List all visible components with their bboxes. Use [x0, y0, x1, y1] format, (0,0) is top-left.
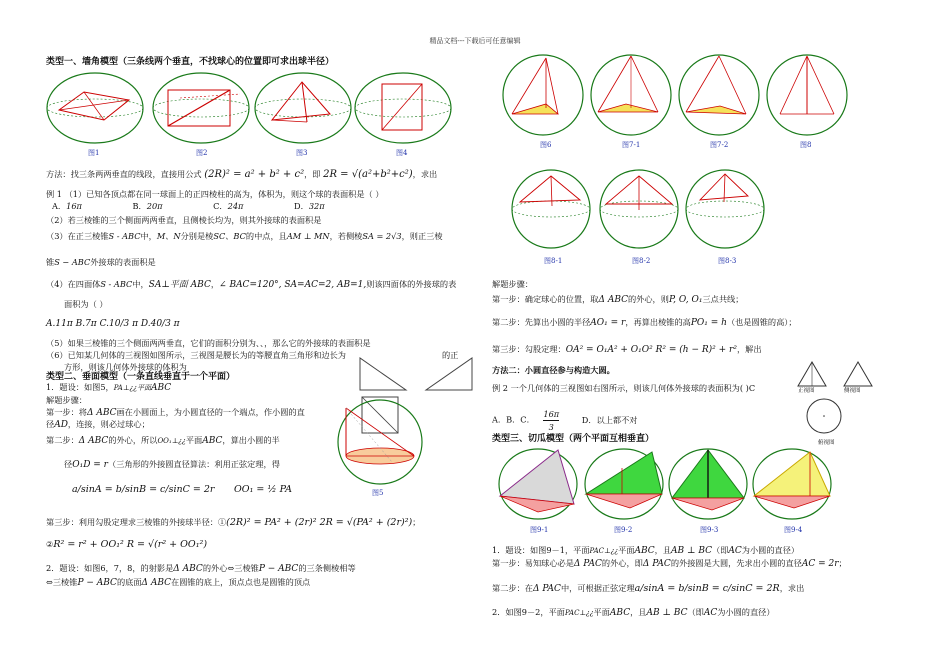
t: 第三步：勾股定理： — [492, 344, 566, 354]
t: SC、BC — [213, 231, 246, 241]
t: Δ ABC — [173, 564, 203, 574]
oo1-formula: OO₁ = ½ PA — [234, 484, 292, 495]
type3-premise1 — [492, 544, 799, 557]
t: 的外心 — [202, 563, 228, 573]
t: 锥 — [46, 257, 55, 267]
caption-side-view: 侧视图 — [844, 388, 861, 394]
caption-fig2: 图2 — [196, 149, 208, 157]
t: 的正 — [441, 350, 459, 360]
t: ，则正三棱 — [401, 231, 443, 241]
t: 三点共线； — [702, 294, 744, 304]
t: 2．如图9－2，平面 — [492, 607, 565, 617]
t: ，解出 — [736, 344, 762, 354]
t: 第一步：确定球心的位置，取 — [492, 294, 599, 304]
t: 的底面 — [116, 577, 142, 587]
top-view-circle — [804, 396, 844, 436]
t: 为小圆的直径） — [717, 607, 775, 617]
caption-fig9-4: 图9-4 — [784, 526, 803, 534]
t: OA² = O₁A² + O₁O² R² = (h − R)² + r² — [565, 345, 737, 355]
t: 平面 — [185, 435, 203, 445]
caption-fig8-2: 图8-2 — [632, 257, 651, 265]
three-view-triangles — [356, 356, 476, 392]
example2-options — [492, 408, 638, 433]
t: （3）在正三棱锥 — [46, 231, 109, 241]
sphere-figure-7-2 — [674, 52, 764, 138]
example2: 例 2 一个几何体的三视图如右图所示，则该几何体外接球的表面积为( )C — [492, 383, 756, 393]
t: AO₁ = r — [590, 318, 626, 328]
t: （即 — [712, 545, 729, 555]
sphere-figure-8 — [762, 52, 852, 138]
method-two: 方法二：小圆直径参与构造大圆。 — [492, 365, 615, 375]
opt-a-label: A． — [52, 201, 67, 211]
opt-c-label: C． — [213, 201, 228, 211]
type2-step3-alt — [46, 538, 207, 551]
t: ② — [46, 539, 54, 549]
t: ，求出 — [779, 583, 805, 593]
t: AB ⊥ BC — [646, 608, 688, 618]
t: ，算出小圆的半 — [222, 435, 280, 445]
t: AC = 2r — [801, 559, 839, 569]
right-step2 — [492, 316, 797, 329]
t: 1．题设：如图9－1，平面 — [492, 545, 590, 555]
section-title-type3: 类型三、切瓜模型（两个平面互相垂直） — [492, 434, 655, 444]
t: 分别是棱 — [180, 231, 214, 241]
t: 径 — [46, 419, 55, 429]
type2-premise2 — [46, 562, 356, 575]
opt-b-label: B． — [132, 201, 147, 211]
sphere-figure-6 — [498, 52, 588, 138]
t: ，连接，则必过球心； — [67, 419, 150, 429]
t: P − ABC — [258, 564, 299, 574]
caption-fig7-2: 图7-2 — [710, 141, 729, 149]
example1-4-options: A.11π B.7π C.10/3 π D.40/3 π — [46, 319, 180, 329]
t: 在圆锥的底上，顶点点也是圆锥的顶点 — [171, 577, 311, 587]
t: 第一步：易知球心必是 — [492, 558, 574, 568]
t: （即 — [687, 607, 704, 617]
caption-fig9-1: 图9-1 — [530, 526, 549, 534]
sphere-figure-9-3 — [666, 446, 750, 522]
t: OO₁⊥¿¿ — [157, 437, 186, 445]
t: R² = r² + OO₁² R = √(r² + OO₁²) — [53, 539, 208, 550]
t: D．以上都不对 — [581, 414, 638, 425]
side-view-triangle — [842, 360, 874, 390]
t: a/sinA = b/sinB = c/sinC = 2R — [634, 583, 780, 594]
t: 中，可根据正弦定理 — [560, 583, 635, 593]
t: 3 — [548, 422, 554, 432]
example1-3-cont — [46, 256, 156, 268]
example1-1: 例 1 （1）已知各顶点都在同一球面上的正四棱柱的高为，体积为，则这个球的表面积是（ ） — [46, 189, 384, 199]
type3-step1 — [492, 557, 847, 570]
t: S − ABC — [54, 257, 91, 267]
t: (2R)² = PA² + (2r)² 2R = √(PA² + (2r)²) — [226, 517, 413, 528]
sphere-figure-9-1 — [496, 446, 580, 522]
t: 画在小圆面上，为小圆直径的一个端点，作小圆的直 — [116, 407, 305, 417]
t: （6）已知某几何体的三视图如图所示，三视图是腰长为的等腰直角三角形和边长为 — [46, 350, 346, 360]
t: S - ABC — [108, 231, 141, 241]
t: 第三步：利用勾股定理求三棱锥的外接球半径：① — [46, 517, 227, 527]
t: 中， — [140, 231, 157, 241]
caption-top-view: 俯视图 — [818, 440, 835, 446]
caption-fig4: 图4 — [396, 149, 408, 157]
example1-3 — [46, 230, 443, 242]
sphere-figure-9-2 — [582, 446, 666, 522]
sphere-figure-4 — [352, 70, 454, 146]
caption-fig6: 图6 — [540, 141, 552, 149]
caption-front-view: 正视图 — [798, 388, 815, 394]
t: ⇔三棱锥 — [46, 577, 78, 587]
caption-fig8-3: 图8-3 — [718, 257, 737, 265]
left-column — [38, 0, 478, 672]
sphere-figure-3 — [252, 70, 354, 146]
t: 的外接圆是大圆，先求出小圆的直径 — [670, 558, 802, 568]
fraction — [543, 408, 559, 433]
t: AD — [54, 420, 68, 430]
sphere-figure-8-1 — [508, 166, 594, 252]
opt-d-value: 32π — [308, 201, 325, 211]
t: ； — [838, 558, 847, 568]
caption-fig8-1: 图8-1 — [544, 257, 563, 265]
t: ABC — [634, 546, 655, 556]
method-line — [46, 168, 437, 181]
sphere-figure-1 — [44, 70, 146, 146]
sphere-figure-2 — [150, 70, 252, 146]
type2-step1-cont — [46, 418, 150, 431]
formula-2b: ，求出 — [412, 169, 438, 179]
t: 外接球的表面积是 — [90, 257, 156, 267]
t: PA⊥¿¿平面 — [113, 384, 151, 392]
caption-fig5: 图5 — [372, 489, 384, 497]
t: 1．题设：如图5， — [46, 382, 114, 392]
t: ，再算出棱锥的高 — [625, 317, 691, 327]
t: Δ ABC — [141, 578, 172, 588]
example1-6-cont: 方形，则该几何体外接球的体积为 — [64, 362, 187, 372]
t: ， — [210, 279, 220, 289]
type2-steps-title: 解题步骤： — [46, 395, 87, 405]
caption-fig9-3: 图9-3 — [700, 526, 719, 534]
t: SA⊥平面 ABC — [148, 280, 211, 290]
t: 第二步：在 — [492, 583, 533, 593]
t: 平面 — [618, 545, 635, 555]
t: AM ⊥ MN — [286, 231, 330, 241]
opt-c-value: 24π — [227, 201, 244, 211]
t: PAC⊥¿¿ — [589, 547, 619, 555]
t: ABC — [609, 608, 631, 618]
t: 第一步：将 — [46, 407, 87, 417]
opt-d-label: D． — [294, 201, 309, 211]
t: ⇔三棱锥 — [227, 563, 259, 573]
front-view-triangle — [796, 360, 828, 390]
t: 16π — [543, 409, 560, 419]
t: 2．题设：如图6，7，8，的射影是 — [46, 563, 174, 573]
t: Δ PAC — [642, 559, 671, 569]
type2-step3 — [46, 516, 420, 529]
sphere-figure-9-4 — [750, 446, 834, 522]
t: （三角形的外接圆直径算法：利用正弦定理，得 — [107, 459, 280, 469]
t: （也是圆锥的高）； — [726, 317, 797, 327]
opt-b-value: 20π — [146, 201, 163, 211]
sphere-figure-8-3 — [682, 166, 768, 252]
type2-premise2-cont — [46, 576, 310, 589]
t: 的外心，则 — [627, 294, 669, 304]
t: AC — [728, 546, 742, 556]
t: AB ⊥ BC — [671, 546, 713, 556]
t: Δ ABC — [86, 408, 117, 418]
caption-fig1: 图1 — [88, 149, 100, 157]
t: 为小圆的直径） — [741, 545, 800, 555]
sphere-figure-7-1 — [586, 52, 676, 138]
t: 第二步：先算出小圆的半径 — [492, 317, 591, 327]
t: Δ PAC — [573, 559, 602, 569]
example1-options — [52, 200, 325, 212]
t: 的三条侧棱相等 — [298, 563, 356, 573]
right-steps-title: 解题步骤： — [492, 279, 533, 289]
formula-1: (2R)² = a² + b² + c² — [204, 169, 305, 180]
t: A．B．C． — [492, 414, 535, 425]
t: 平面 — [593, 607, 610, 617]
type2-step2 — [46, 434, 280, 447]
t: S - ABC — [100, 279, 133, 289]
t: 的外心，所以 — [108, 435, 158, 445]
t: ABC — [150, 383, 172, 393]
formula-2: 2R = √(a²+b²+c²) — [323, 169, 413, 180]
t: 中， — [132, 279, 149, 289]
t: ∠ BAC=120°, SA=AC=2, AB=1, — [219, 280, 367, 290]
sine-rule-formula: a/sinA = b/sinB = c/sinC = 2r — [72, 484, 215, 495]
t: ，若侧棱 — [329, 231, 363, 241]
section-title-type2: 类型二、垂面模型（一条直线垂直于一个平面） — [46, 372, 236, 382]
sphere-figure-8-2 — [596, 166, 682, 252]
example1-5: （5）如果三棱锥的三个侧面两两垂直，它们的面积分别为、、，那么它的外接球的表面积是 — [46, 338, 371, 348]
example1-2: （2）若三棱锥的三个侧面两两垂直，且侧棱长均为，则其外接球的表面积是 — [46, 215, 322, 225]
t: 则该四面体的外接球的表 — [366, 279, 457, 289]
caption-fig8: 图8 — [800, 141, 812, 149]
opt-a-value: 16π — [66, 201, 82, 211]
caption-fig3: 图3 — [296, 149, 308, 157]
t: Δ ABC — [598, 295, 628, 305]
t: SA = 2√3 — [362, 231, 402, 241]
t: Δ PAC — [532, 584, 561, 594]
section-title-type1: 类型一、墙角模型（三条线两个垂直，不找球心的位置即可求出球半径） — [46, 57, 335, 67]
t: ，且 — [630, 607, 647, 617]
right-step3 — [492, 343, 762, 356]
right-column — [488, 0, 918, 672]
type2-step2-cont — [64, 458, 280, 471]
t: O₁D = r — [72, 460, 108, 470]
t: P − ABC — [77, 578, 117, 588]
formula-1b: ，即 — [304, 169, 321, 179]
right-step1 — [492, 293, 743, 306]
sphere-figure-5 — [332, 396, 428, 486]
t: P, O, O₁ — [668, 295, 703, 305]
example1-4-cont: 面积为（ ） — [64, 299, 108, 309]
t: （4）在四面体 — [46, 279, 101, 289]
t: Δ ABC — [78, 436, 109, 446]
t: AC — [703, 608, 718, 618]
type2-premise — [46, 381, 171, 394]
t: ABC — [202, 436, 223, 446]
t: 的中点，且 — [245, 231, 287, 241]
type3-step2 — [492, 582, 804, 595]
t: M、N — [156, 231, 181, 241]
t: ； — [412, 517, 421, 527]
t: 的外心，即 — [601, 558, 643, 568]
t: ，且 — [654, 545, 672, 555]
t: PAC⊥¿¿ — [564, 609, 594, 617]
method-text: 方法：找三条两两垂直的线段，直接用公式 — [46, 169, 202, 179]
type3-premise2 — [492, 606, 775, 619]
t: 径 — [64, 459, 73, 469]
t: PO₁ = h — [690, 318, 727, 328]
caption-fig7-1: 图7-1 — [622, 141, 641, 149]
t: 第二步： — [46, 435, 79, 445]
example1-4 — [46, 278, 456, 291]
page-header: 精品文档---下载后可任意编辑 — [429, 37, 521, 45]
caption-fig9-2: 图9-2 — [614, 526, 633, 534]
